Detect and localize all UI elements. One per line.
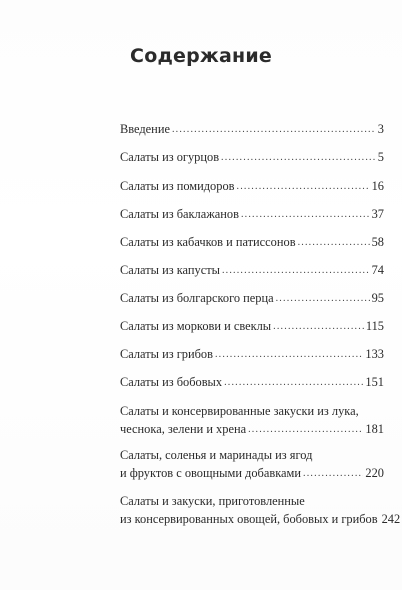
leader-dots bbox=[241, 207, 370, 222]
toc-page-number: 95 bbox=[371, 291, 384, 305]
toc-entry-title: Салаты из капусты bbox=[120, 263, 220, 277]
toc-entry-title: Салаты из огурцов bbox=[120, 150, 220, 164]
leader-dots bbox=[248, 422, 363, 437]
toc-entry-title: Салаты из кабачков и патиссонов bbox=[120, 235, 296, 249]
leader-dots bbox=[222, 263, 370, 278]
toc-page-number: 133 bbox=[365, 347, 384, 361]
toc-entry-title-line: Салаты и закуски, приготовленные bbox=[120, 494, 305, 508]
toc-entry-title-line: Салаты, соленья и маринады из ягод bbox=[120, 448, 313, 462]
leader-dots bbox=[237, 179, 370, 194]
toc-entry bbox=[120, 207, 384, 222]
toc-entry-title-line: Салаты и консервированные закуски из лука, bbox=[120, 404, 359, 418]
toc-page-number: 37 bbox=[371, 207, 384, 221]
leader-dots bbox=[221, 150, 376, 165]
toc-entry bbox=[120, 448, 384, 481]
page-title: Содержание bbox=[130, 45, 272, 67]
toc-entry bbox=[120, 404, 384, 437]
toc-entry bbox=[120, 319, 384, 334]
leader-dots bbox=[172, 122, 376, 137]
leader-dots bbox=[224, 375, 363, 390]
toc-entry bbox=[120, 347, 384, 362]
toc-page-number: 16 bbox=[371, 179, 384, 193]
toc-page-number: 58 bbox=[371, 235, 384, 249]
toc-entry bbox=[120, 235, 384, 250]
toc-entry bbox=[120, 122, 384, 137]
toc-entry bbox=[120, 150, 384, 165]
toc-entry bbox=[120, 263, 384, 278]
leader-dots bbox=[273, 319, 364, 334]
toc-entry-title: Салаты из баклажанов bbox=[120, 207, 239, 221]
toc-entry bbox=[120, 179, 384, 194]
toc-entry-title: из консервированных овощей, бобовых и грибов bbox=[120, 512, 378, 526]
toc-page-number: 3 bbox=[377, 122, 384, 136]
toc-entry bbox=[120, 375, 384, 390]
toc-entry bbox=[120, 494, 401, 527]
toc-entry-title: Салаты из помидоров bbox=[120, 179, 235, 193]
toc-page-number: 5 bbox=[377, 150, 384, 164]
toc-page-number: 151 bbox=[365, 375, 384, 389]
toc-page-number: 181 bbox=[365, 422, 384, 436]
leader-dots bbox=[303, 466, 363, 481]
toc-entry-title: Салаты из болгарского перца bbox=[120, 291, 274, 305]
toc-page-number: 115 bbox=[365, 319, 384, 333]
leader-dots bbox=[298, 235, 370, 250]
toc-entry-title: Салаты из моркови и свеклы bbox=[120, 319, 272, 333]
toc-entry bbox=[120, 291, 384, 306]
leader-dots bbox=[215, 347, 363, 362]
toc-entry-title: чеснока, зелени и хрена bbox=[120, 422, 247, 436]
toc-entry-title: Введение bbox=[120, 122, 170, 136]
toc-page-number: 220 bbox=[365, 466, 384, 480]
toc-page-number: 242 bbox=[381, 512, 401, 526]
toc-page-number: 74 bbox=[371, 263, 384, 277]
toc-entry-title: и фруктов с овощными добавками bbox=[120, 466, 302, 480]
toc-entry-title: Салаты из грибов bbox=[120, 347, 213, 361]
leader-dots bbox=[276, 291, 370, 306]
toc-entry-title: Салаты из бобовых bbox=[120, 375, 223, 389]
